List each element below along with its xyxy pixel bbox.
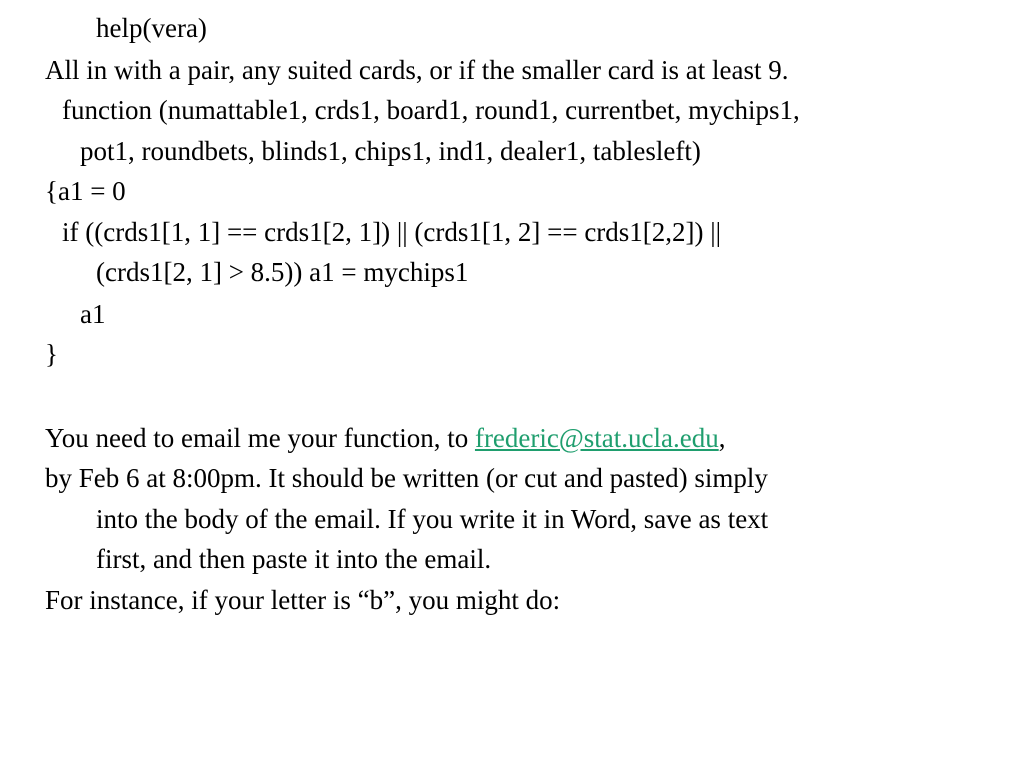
code-line-return: a1 xyxy=(80,299,106,329)
email-instruction-text: You need to email me your function, to xyxy=(45,423,475,453)
code-line-assign: {a1 = 0 xyxy=(45,176,126,206)
email-link[interactable]: frederic@stat.ucla.edu xyxy=(474,423,719,453)
instruction-line-paste: first, and then paste it into the email. xyxy=(96,544,492,574)
code-line-function-signature: function (numattable1, crds1, board1, round1, currentbet, mychips1, xyxy=(62,95,800,125)
code-line-function-signature-cont: pot1, roundbets, blinds1, chips1, ind1, dealer1, tablesleft) xyxy=(80,136,701,166)
code-line-if: if ((crds1[1, 1] == crds1[2, 1]) || (crds1[1, 2] == crds1[2,2]) || xyxy=(62,217,722,247)
email-instruction-line xyxy=(45,418,725,458)
code-line-help: help(vera) xyxy=(96,13,207,43)
instruction-line-example: For instance, if your letter is “b”, you might do: xyxy=(45,585,561,615)
instruction-line-body: into the body of the email. If you write it in Word, save as text xyxy=(96,504,769,534)
code-line-if-cont: (crds1[2, 1] > 8.5)) a1 = mychips1 xyxy=(96,257,469,287)
code-line-close-brace: } xyxy=(45,339,58,369)
instruction-line-deadline: by Feb 6 at 8:00pm. It should be written (or cut and pasted) simply xyxy=(45,463,768,493)
description-line: All in with a pair, any suited cards, or if the smaller card is at least 9. xyxy=(45,55,789,85)
email-instruction-suffix: , xyxy=(718,423,726,453)
